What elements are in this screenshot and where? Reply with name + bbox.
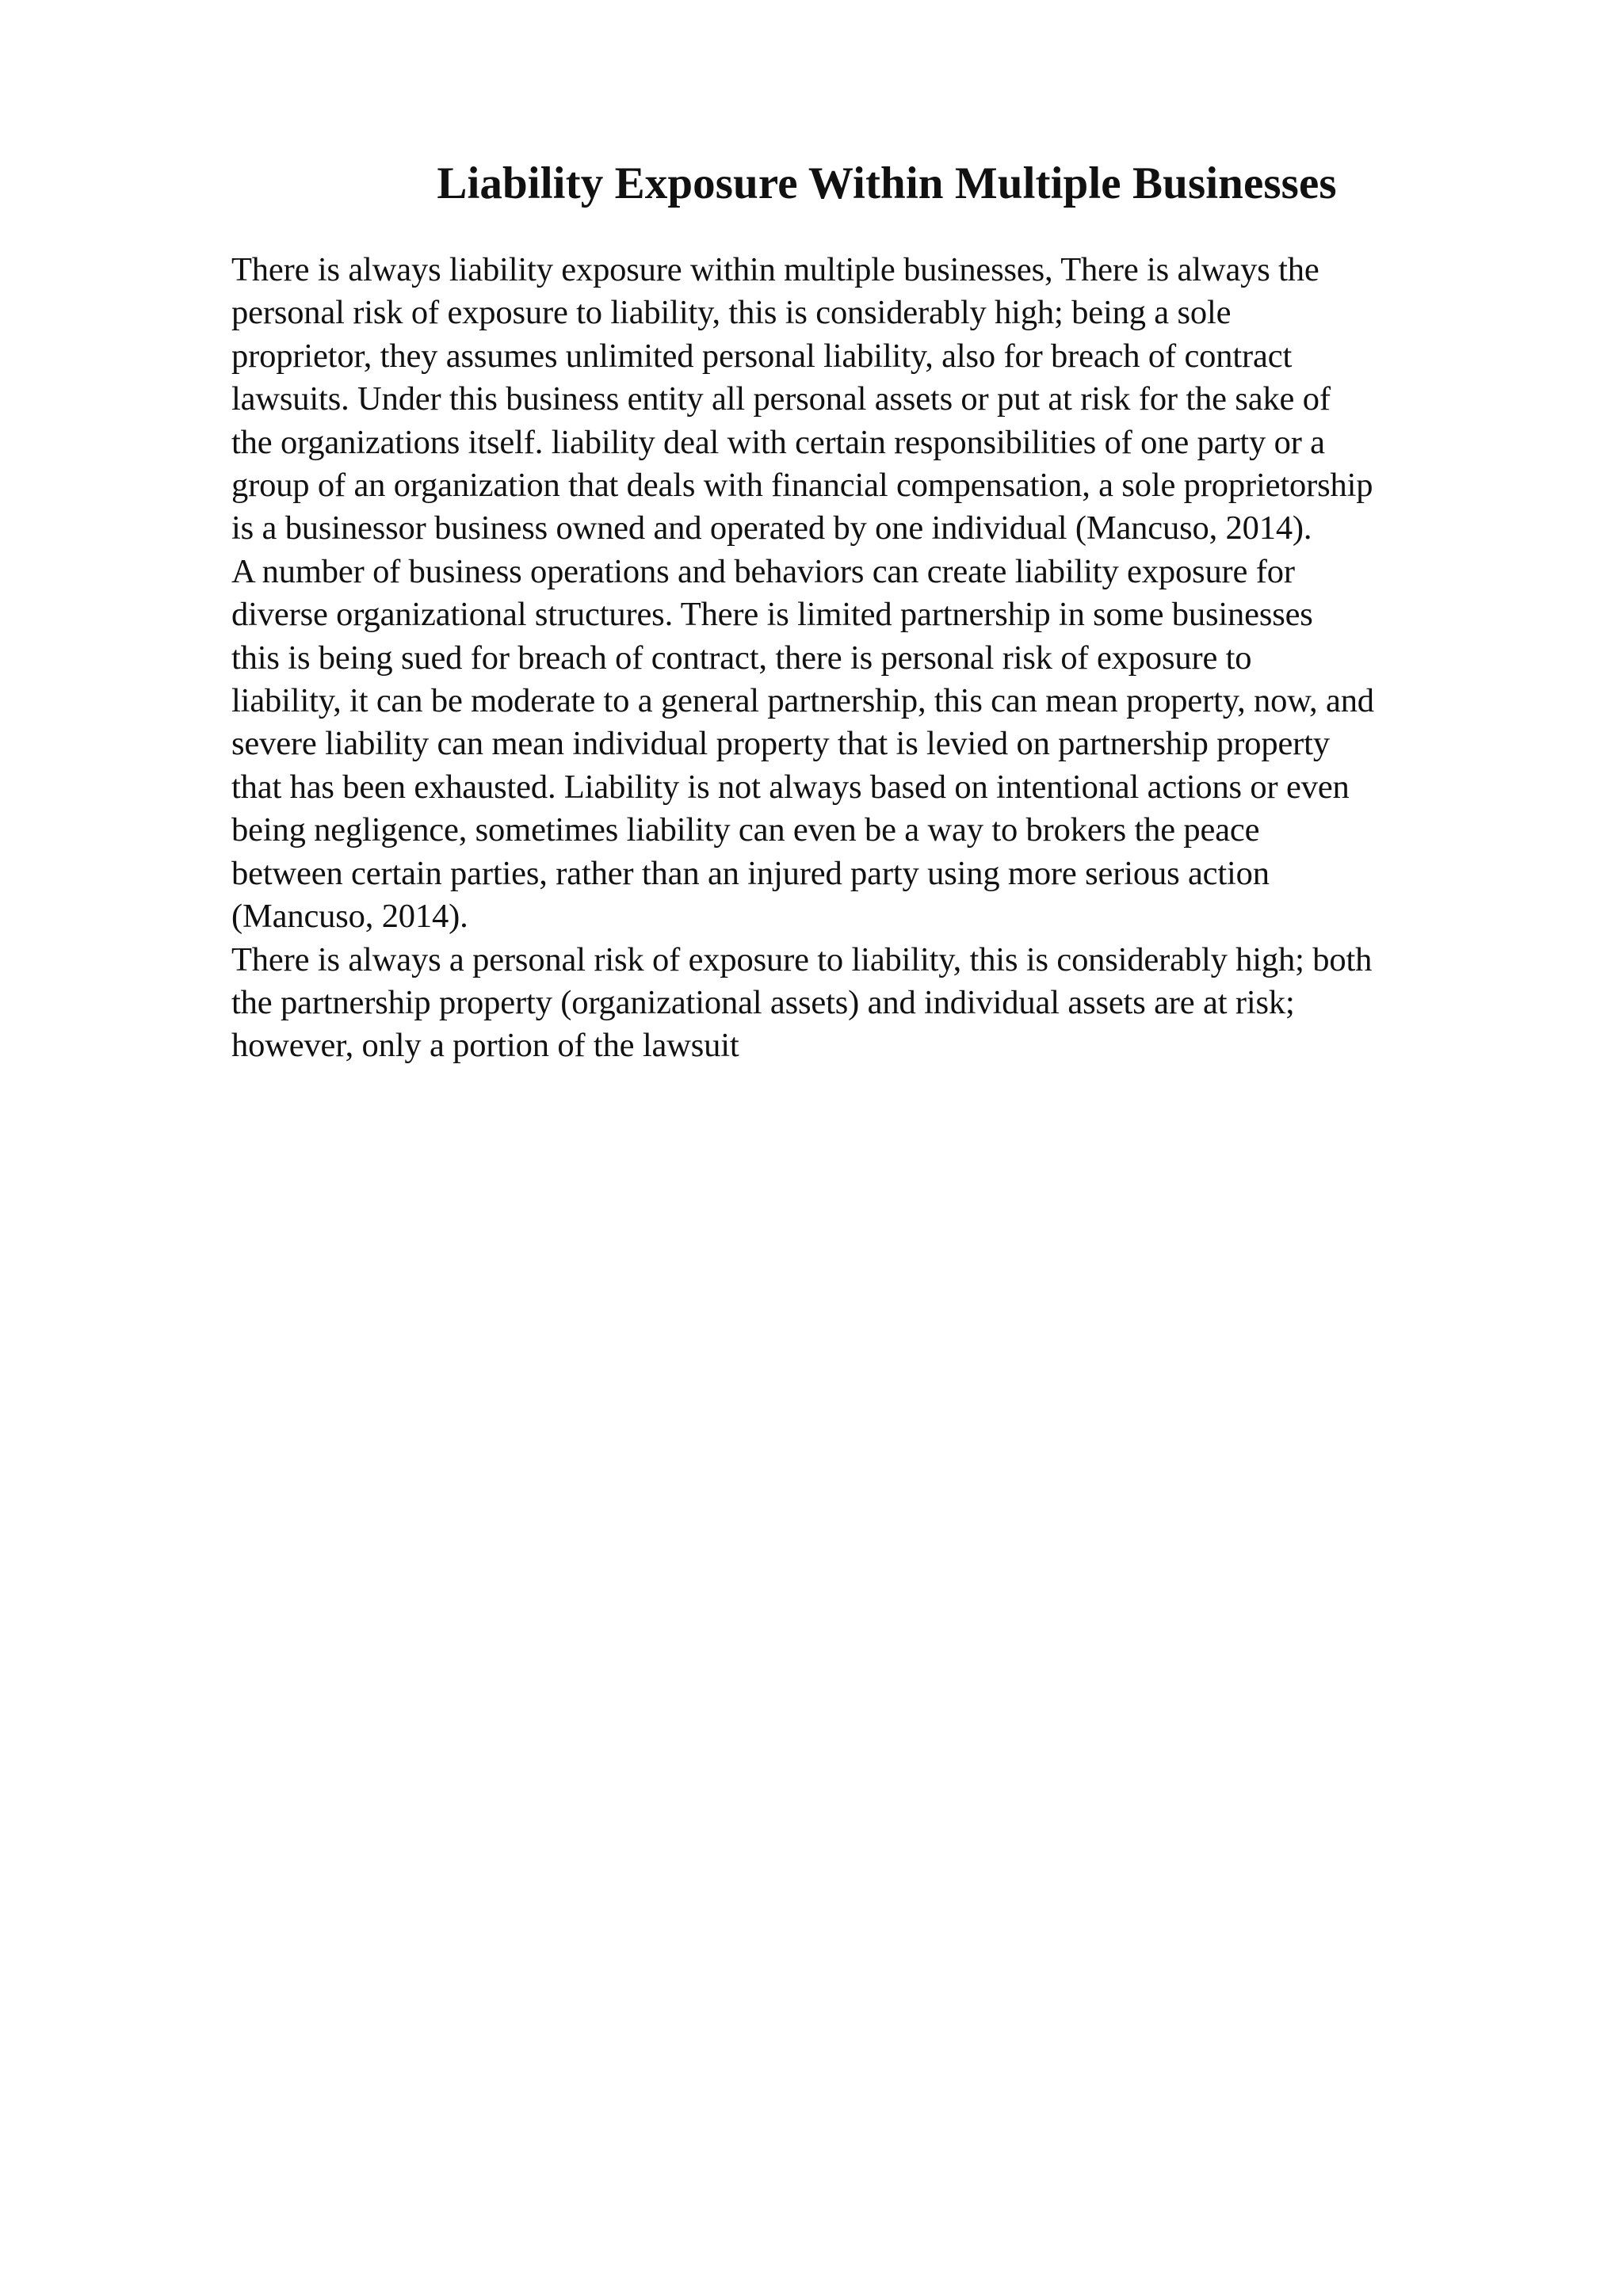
text-line: is a businessor business owned and operated by one individual (Mancuso, 2014).	[231, 509, 1312, 547]
text-line: There is always liability exposure within multiple businesses, There is always the	[231, 251, 1319, 288]
paragraph-3	[231, 939, 1515, 1068]
text-line: this is being sued for breach of contract, there is personal risk of exposure to	[231, 639, 1252, 677]
text-line: group of an organization that deals with financial compensation, a sole proprietorship	[231, 467, 1373, 505]
document-title: Liability Exposure Within Multiple Businesses	[437, 158, 1337, 208]
text-line: severe liability can mean individual property that is levied on partnership property	[231, 725, 1330, 763]
text-line: that has been exhausted. Liability is not always based on intentional actions or even	[231, 768, 1350, 806]
document-body	[231, 152, 1515, 1068]
text-line: personal risk of exposure to liability, this is considerably high; being a sole	[231, 294, 1232, 332]
paragraph-1	[231, 249, 1515, 551]
text-line: the partnership property (organizational assets) and individual assets are at risk;	[231, 983, 1295, 1021]
text-line: lawsuits. Under this business entity all personal assets or put at risk for the sake of	[231, 380, 1331, 418]
text-line: being negligence, sometimes liability can even be a way to brokers the peace	[231, 811, 1260, 849]
text-line: There is always a personal risk of exposure to liability, this is considerably high; both	[231, 940, 1373, 978]
text-line: the organizations itself. liability deal with certain responsibilities of one party or a	[231, 423, 1325, 461]
text-line: liability, it can be moderate to a general partnership, this can mean property, now, and	[231, 682, 1374, 720]
text-line: A number of business operations and behaviors can create liability exposure for	[231, 552, 1295, 590]
text-line: between certain parties, rather than an injured party using more serious action	[231, 854, 1270, 892]
text-line: (Mancuso, 2014).	[231, 898, 468, 936]
text-line: diverse organizational structures. There is limited partnership in some businesses	[231, 596, 1313, 634]
text-line: however, only a portion of the lawsuit	[231, 1027, 739, 1065]
text-line: proprietor, they assumes unlimited personal liability, also for breach of contract	[231, 337, 1293, 375]
paragraph-2	[231, 551, 1515, 939]
